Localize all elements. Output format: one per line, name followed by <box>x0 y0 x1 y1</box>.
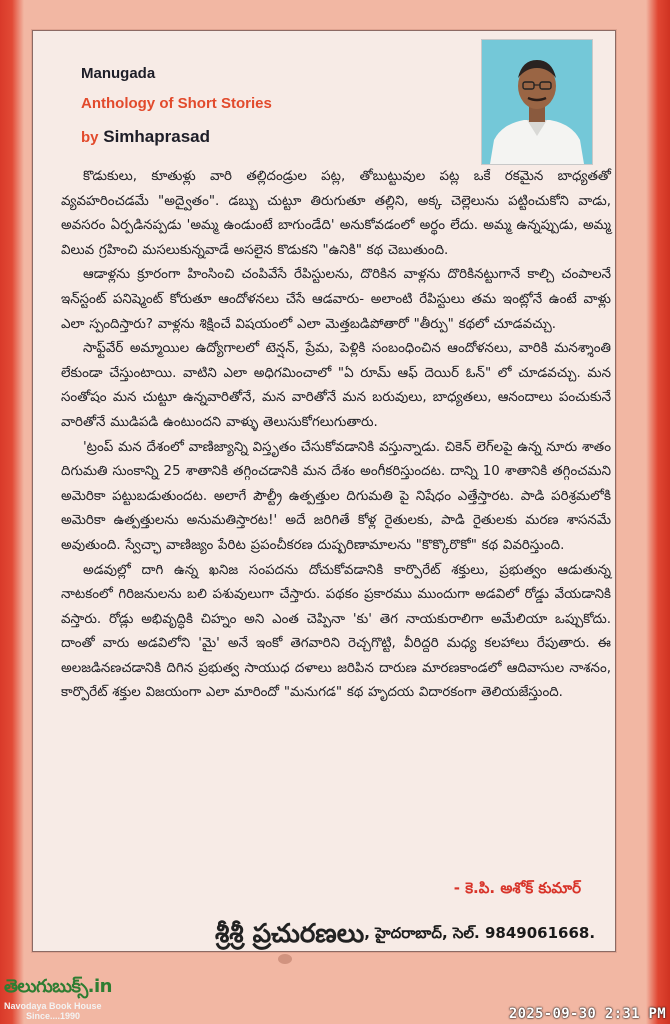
publisher-line <box>215 919 595 955</box>
publisher-name: శ్రీశ్రీ ప్రచురణలు <box>215 919 365 949</box>
publisher-details: , హైదరాబాద్, సెల్. 9849061668. <box>364 924 596 942</box>
author-line <box>81 127 210 147</box>
watermark-logo <box>4 976 132 1020</box>
author-portrait-icon <box>482 40 592 164</box>
reviewer-signature: - కె.పి. అశోక్ కుమార్ <box>453 879 581 897</box>
blurb-paragraph: ఆడాళ్లను క్రూరంగా హింసించి చంపివేసే రేపిస్టులను, దొరికిన వాళ్లను దొరికినట్టుగానే కాల్చి చంపాలనే ఇన్‌స్టంట్ పనిష్మెంట్ కోరుతూ ఆందోళనలు చేసే ఆడవారు- అలాంటి రేపిస్టులు తమ ఇంట్లోనే ఉంటే వాళ్లు ఎలా స్పందిస్తారు? వాళ్లను శిక్షించే విషయంలో ఎలా మెత్తబడిపోతారో "తీర్పు" కథలో చూడవచ్చు. <box>61 267 611 332</box>
author-name: Simhaprasad <box>103 127 211 146</box>
book-title: Manugada <box>81 65 156 82</box>
watermark-site: తెలుగుబుక్స్.in <box>4 976 112 997</box>
photo-timestamp: 2025-09-30 2:31 PM <box>508 1006 666 1022</box>
blurb-paragraph: 'ట్రంప్ మన దేశంలో వాణిజ్యాన్ని విస్తృతం చేసుకోవడానికి వస్తున్నాడు. చికెన్ లెగ్‌లపై ఉన్న నూరు శాతం దిగుమతి సుంకాన్ని 25 శాతానికి తగ్గించడానికి మన దేశం అంగీకరిస్తుందట. దాన్ని 10 శాతానికి తగ్గించమని అమెరికా పట్టుబడుతుందట. అలాగే పౌల్ట్రీ ఉత్పత్తుల దిగుమతి పై నిషేధం ఎత్తేస్తారట. పాడి పరిశ్రమలోకి అమెరికా ఉత్పత్తులను అనుమతిస్తారట!' అదే జరిగితే కోళ్ల రైతులకు, పాడి రైతులకు మరణ శాసనమే అవుతుంది. స్వేచ్ఛా వాణిజ్యం పేరిట ప్రపంచీకరణ దుష్పరిణామాలను "కొక్కొరొకో" కథ వివరిస్తుంది. <box>61 439 611 553</box>
blurb-text <box>61 165 611 706</box>
blurb-paragraph: అడవుల్లో దాగి ఉన్న ఖనిజ సంపదను దోచుకోవడానికి కార్పొరేట్ శక్తులు, ప్రభుత్వం ఆడుతున్న నాటకంలో గిరిజనులను బలి పశువులుగా చేస్తారు. పథకం ప్రకారము ముందుగా అడవిలో రోడ్డు వేయడానికి వస్తారు. రోడ్లు అభివృద్ధికి చిహ్నం అని ఎంత చెప్పినా 'కు' తెగ నాయకురాలిగా అమేలియా ఒప్పుకోదు. దాంతో వారు అడవిలోని 'మై' అనే ఇంకో తెగవారిని రెచ్చగొట్టి, వీరిద్దరి మధ్య కలహాలు రేపుతారు. ఈ అలజడినణచడానికి దిగిన ప్రభుత్వ సాయుధ దళాలు జరిపిన దారుణ మారణకాండలో ఆదివాసుల నాశనం, కార్పొరేట్ శక్తుల విజయంగా ఎలా మారిందో "మనుగడ" కథ హృదయ విదారకంగా తెలియజేస్తుంది. <box>61 562 611 701</box>
watermark-tagline: Navodaya Book House <box>4 1001 102 1011</box>
blurb-paragraph: సాఫ్ట్‌వేర్ అమ్మాయిల ఉద్యోగాలలో టెన్షన్, ప్రేమ, పెళ్లికి సంబంధించిన ఆందోళనలు, వారికి మనశ్శాంతి లేకుండా చేస్తుంటాయి. వాటిని ఎలా అధిగమించాలో "ఏ రూమ్ ఆఫ్ దెయిర్ ఓన్" లో చూడవచ్చు. మన సంతోషం మన చుట్టూ ఉన్నవారితోనే, మన వారితోనే మన బరువులు, బాధ్యతలు, ఆనందాలు పంచుకునే వారితోనే ముడిపడి ఉంటుందని వాళ్ళు తెలుసుకోగలుగుతారు. <box>61 341 611 430</box>
author-photo <box>481 39 593 165</box>
back-cover-panel <box>32 30 616 952</box>
watermark-since: Since....1990 <box>26 1011 81 1021</box>
book-subtitle: Anthology of Short Stories <box>81 95 272 112</box>
by-label: by <box>81 129 99 146</box>
paper-stain <box>278 954 292 964</box>
blurb-paragraph: కొడుకులు, కూతుళ్లు వారి తల్లిదండ్రుల పట్ల, తోబుట్టువుల పట్ల ఒకే రకమైన బాధ్యతతో వ్యవహరించడమే "అద్వైతం". డబ్బు చుట్టూ తిరుగుతూ తల్లిని, అక్క చెల్లెలును పట్టించుకోని వాడు, అవసరం ఏర్పడినప్పడు 'అమ్మ ఉండుంటే బాగుండేది' అనుకోవడంలో అర్థం లేదు. అమ్మ ఉన్నప్పుడు, అమ్మ విలువ గ్రహించి మసలుకున్నవాడే అసలైన కొడుకని "ఉనికి" కథ చెబుతుంది. <box>61 169 611 258</box>
